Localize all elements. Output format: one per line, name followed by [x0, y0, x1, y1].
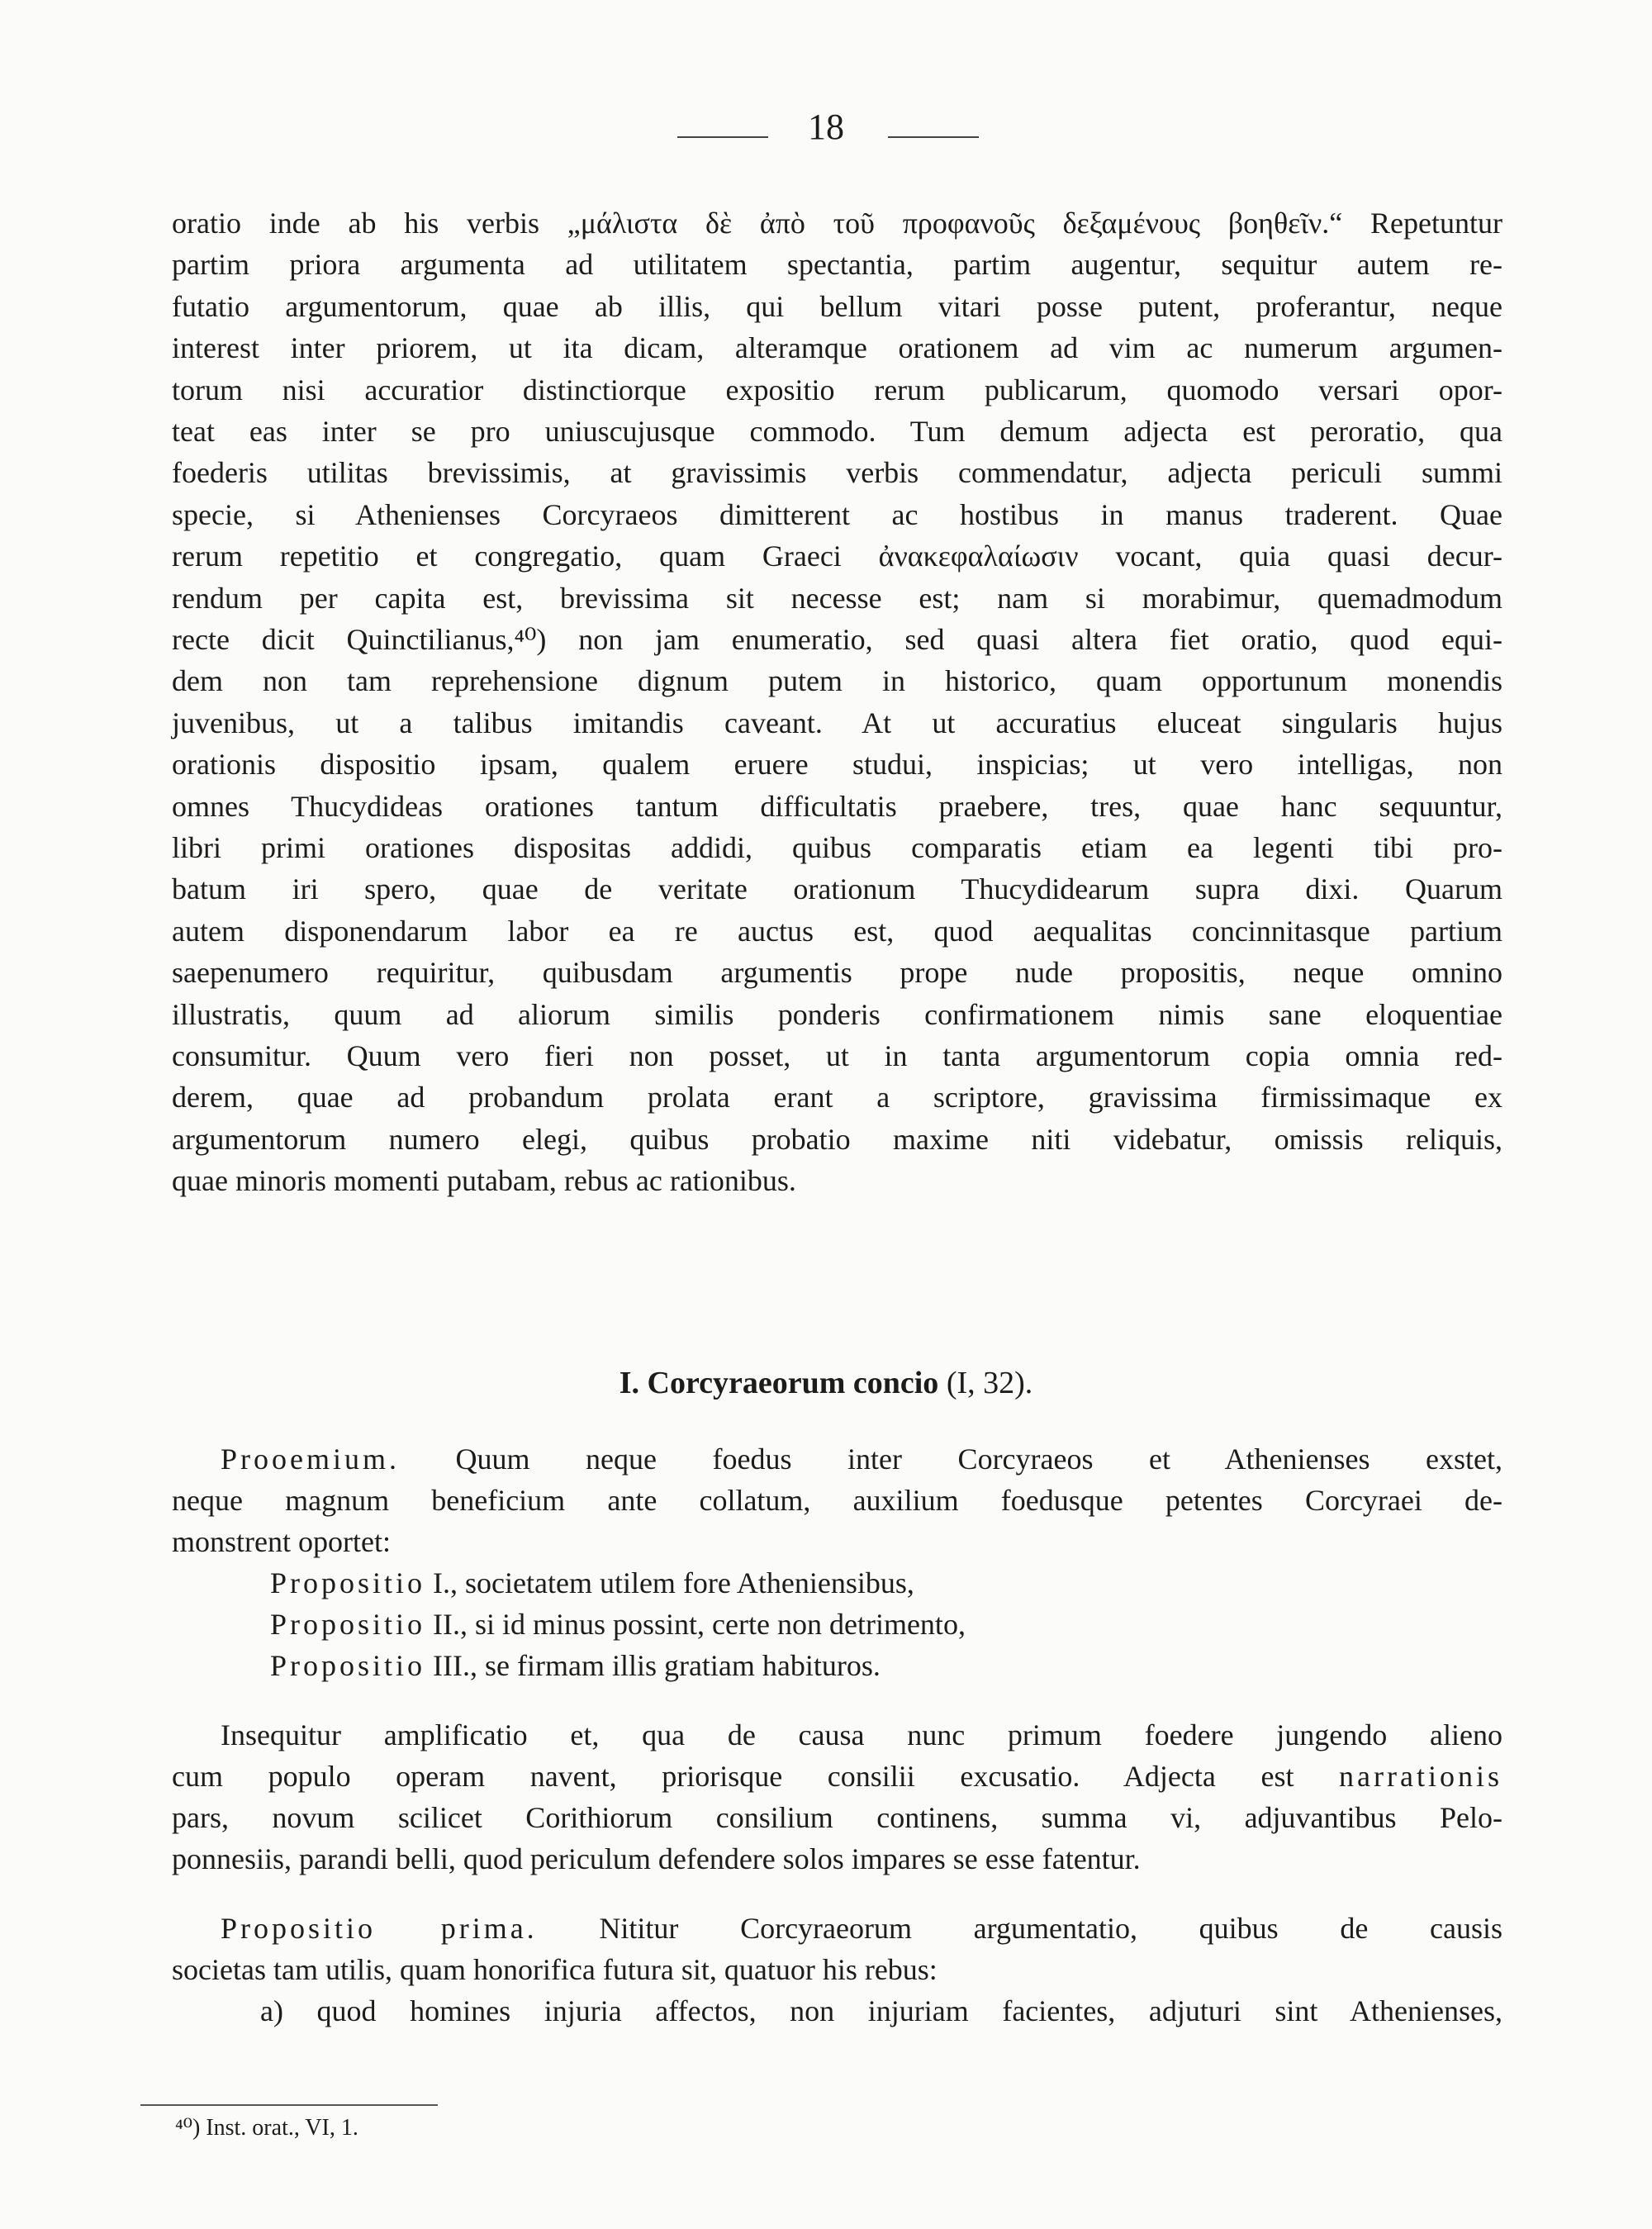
body-line: oratio inde ab his verbis „μάλιστα δὲ ἀπὸ τοῦ προφανοῦς δεξαμένους βοηθεῖν.“ Repetuntur	[172, 207, 1502, 240]
body-line: omnes Thucydideas orationes tantum difficultatis praebere, tres, quae hanc sequuntur,	[172, 789, 1502, 823]
prooemium-text: Quum neque foedus inter Corcyraeos et Athenienses exstet,	[455, 1442, 1502, 1476]
body-line: interest inter priorem, ut ita dicam, alteramque orationem ad vim ac numerum argumen-	[172, 331, 1502, 365]
body-line: rerum repetitio et congregatio, quam Graeci ἀνακεφαλαίωσιν vocant, quia quasi decur-	[172, 539, 1502, 573]
propositio-3: Propositio III., se firmam illis gratiam habituros.	[270, 1649, 881, 1682]
propositio-1: Propositio I., societatem utilem fore Atheniensibus,	[270, 1566, 914, 1599]
insequitur-line: pars, novum scilicet Corithiorum consilium continens, summa vi, adjuvantibus Pelo-	[172, 1801, 1502, 1834]
body-line: derem, quae ad probandum prolata erant a scriptore, gravissima firmissimaque ex	[172, 1081, 1502, 1114]
page-number-dash-right	[888, 136, 979, 138]
body-line: juvenibus, ut a talibus imitandis caveant. At ut accuratius eluceat singularis hujus	[172, 706, 1502, 739]
page-number: 18	[808, 107, 844, 147]
body-line: orationis dispositio ipsam, qualem eruere studui, inspicias; ut vero intelligas, non	[172, 748, 1502, 782]
prooemium-line: monstrent oportet:	[172, 1525, 391, 1558]
body-line: batum iri spero, quae de veritate orationum Thucydidearum supra dixi. Quarum	[172, 872, 1502, 906]
heading-title: I. Corcyraeorum concio	[619, 1366, 939, 1400]
body-line: saepenumero requiritur, quibusdam argumentis prope nude propositis, neque omnino	[172, 956, 1502, 990]
body-line: libri primi orationes dispositas addidi, quibus comparatis etiam ea legenti tibi pro-	[172, 831, 1502, 864]
body-line: foederis utilitas brevissimis, at gravissimis verbis commendatur, adjecta periculi summi	[172, 456, 1502, 490]
body-line: teat eas inter se pro uniuscujusque commodo. Tum demum adjecta est peroratio, qua	[172, 415, 1502, 448]
prooemium-label: Prooemium.	[221, 1442, 400, 1476]
prooemium-line	[221, 1438, 1502, 1480]
body-line: recte dicit Quinctilianus,⁴⁰) non jam enumeratio, sed quasi altera fiet oratio, quod equi-	[172, 623, 1502, 656]
prooemium-line: neque magnum beneficium ante collatum, auxilium foedusque petentes Corcyraei de-	[172, 1484, 1502, 1517]
body-line: argumentorum numero elegi, quibus probatio maxime niti videbatur, omissis reliquis,	[172, 1122, 1502, 1156]
body-line: rendum per capita est, brevissima sit necesse est; nam si morabimur, quemadmodum	[172, 581, 1502, 615]
body-line: dem non tam reprehensione dignum putem in historico, quam opportunum monendis	[172, 664, 1502, 698]
body-line: specie, si Athenienses Corcyraeos dimitterent ac hostibus in manus traderent. Quae	[172, 497, 1502, 531]
body-line: illustratis, quum ad aliorum similis ponderis confirmationem nimis sane eloquentiae	[172, 997, 1502, 1031]
section-heading	[0, 1365, 1652, 1401]
body-line: autem disponendarum labor ea re auctus est, quod aequalitas concinnitasque partium	[172, 914, 1502, 948]
insequitur-line: ponnesiis, parandi belli, quod periculum defendere solos impares se esse fatentur.	[172, 1842, 1141, 1875]
propositio-prima-item-a: a) quod homines injuria affectos, non injuriam facientes, adjuturi sint Athenienses,	[260, 1994, 1502, 2027]
propositio-2: Propositio II., si id minus possint, certe non detrimento,	[270, 1608, 966, 1641]
heading-reference: (I, 32).	[946, 1366, 1033, 1400]
body-line: torum nisi accuratior distinctiorque expositio rerum publicarum, quomodo versari opor-	[172, 373, 1502, 406]
footnote: ⁴⁰) Inst. orat., VI, 1.	[175, 2115, 358, 2141]
propositio-prima-line: Propositio prima. Nititur Corcyraeorum argumentatio, quibus de causis	[221, 1912, 1502, 1945]
insequitur-line: Insequitur amplificatio et, qua de causa nunc primum foedere jungendo alieno	[221, 1718, 1502, 1751]
body-line: consumitur. Quum vero fieri non posset, ut in tanta argumentorum copia omnia red-	[172, 1039, 1502, 1072]
propositio-prima-line: societas tam utilis, quam honorifica futura sit, quatuor his rebus:	[172, 1953, 938, 1986]
body-line: partim priora argumenta ad utilitatem spectantia, partim augentur, sequitur autem re-	[172, 248, 1502, 282]
body-line: quae minoris momenti putabam, rebus ac rationibus.	[172, 1164, 796, 1198]
footnote-rule	[140, 2104, 438, 2106]
body-line: futatio argumentorum, quae ab illis, qui bellum vitari posse putent, proferantur, neque	[172, 289, 1502, 323]
insequitur-line: cum populo operam navent, priorisque consilii excusatio. Adjecta est narrationis	[172, 1760, 1502, 1793]
